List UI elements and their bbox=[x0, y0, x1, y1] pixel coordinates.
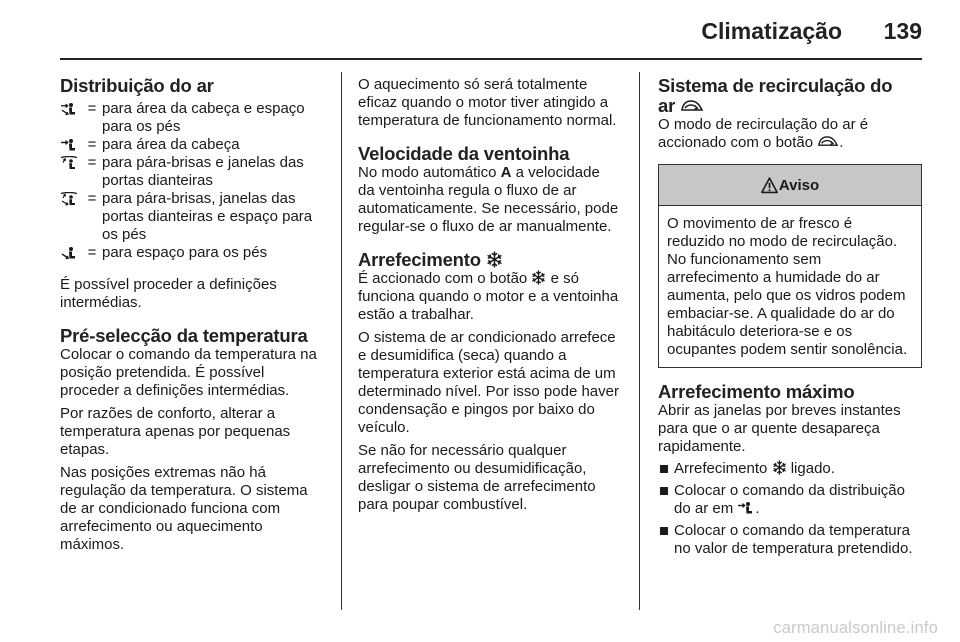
equals-sign: = bbox=[87, 244, 97, 261]
warning-body bbox=[659, 206, 921, 367]
column-middle bbox=[358, 76, 620, 514]
head-icon bbox=[60, 136, 82, 154]
snowflake-icon bbox=[531, 270, 546, 285]
list-item: Colocar o comando da distribuição do ar em . bbox=[658, 482, 922, 518]
definition-row bbox=[60, 100, 326, 136]
section-heading-cooling: Arrefecimento bbox=[358, 250, 620, 270]
definition-row bbox=[60, 154, 326, 190]
snowflake-icon bbox=[772, 460, 787, 475]
windscreen-feet-icon bbox=[60, 190, 82, 208]
column-left bbox=[60, 76, 326, 554]
paragraph: Colocar o comando da temperatura na posição pretendida. É possível proceder a definições intermédias. bbox=[60, 346, 317, 399]
bullet-marker bbox=[658, 460, 674, 478]
equals-sign: = bbox=[87, 136, 97, 153]
section-heading-temperature: Pré-selecção da temperatura bbox=[60, 325, 308, 346]
head-icon bbox=[737, 501, 755, 515]
paragraph: Se não for necessário qualquer arrefecimento ou desumidificação, desligar o sistema de arrefecimento para poupar combustível. bbox=[358, 442, 596, 513]
paragraph-fan: No modo automático A a velocidade da ventoinha regula o fluxo de ar automaticamente. Se necessário, pode regular-se o fluxo de ar manualmente. bbox=[358, 164, 619, 235]
bullet-marker bbox=[658, 522, 674, 540]
definition-row bbox=[60, 136, 326, 154]
snowflake-icon bbox=[486, 251, 503, 268]
equals-sign: = bbox=[87, 154, 97, 171]
watermark: carmanualsonline.info bbox=[773, 619, 938, 637]
auto-mode-letter: A bbox=[500, 164, 512, 181]
definition-text: para área da cabeça bbox=[102, 136, 240, 153]
paragraph: O aquecimento só será totalmente eficaz quando o motor tiver atingido a temperatura de funcionamento normal. bbox=[358, 76, 617, 129]
equals-sign: = bbox=[87, 190, 97, 207]
warning-text: O movimento de ar fresco é reduzido no modo de recirculação. No funcionamento sem arrefecimento a humidade do ar aumenta, pelo que os vidros podem embaciar-se. A qualidade do ar do habitáculo deteriora-se e os ocupantes podem sentir sonolência. bbox=[667, 215, 908, 358]
section-heading-fan-speed: Velocidade da ventoinha bbox=[358, 143, 570, 164]
air-distribution-list bbox=[60, 100, 326, 262]
definition-text: para área da cabeça e espaço para os pés bbox=[102, 100, 305, 135]
list-item: Colocar o comando da temperatura no valor de temperatura pretendido. bbox=[658, 522, 922, 558]
section-heading-air-distribution: Distribuição do ar bbox=[60, 75, 214, 96]
header-rule bbox=[60, 58, 922, 60]
section-heading-max-cooling: Arrefecimento máximo bbox=[658, 381, 855, 402]
column-divider bbox=[639, 72, 640, 610]
feet-icon bbox=[60, 244, 82, 262]
definition-row bbox=[60, 190, 326, 244]
recirculation-icon bbox=[680, 98, 704, 114]
paragraph-recirculation: O modo de recirculação do ar é accionado com o botão . bbox=[658, 116, 869, 151]
page-number: 139 bbox=[883, 18, 922, 44]
page-title: Climatização bbox=[701, 18, 842, 44]
windscreen-side-icon bbox=[60, 154, 82, 172]
column-right bbox=[658, 76, 922, 558]
warning-header bbox=[659, 165, 921, 206]
definition-text: para espaço para os pés bbox=[102, 244, 268, 261]
paragraph: Abrir as janelas por breves instantes para que o ar quente desapareça rapidamente. bbox=[658, 402, 901, 455]
warning-box bbox=[658, 164, 922, 368]
paragraph-cooling: É accionado com o botão e só funciona quando o motor e a ventoinha estão a trabalhar. bbox=[358, 270, 619, 323]
definition-text: para pára-brisas e janelas das portas dianteiras bbox=[102, 154, 304, 189]
list-item: Arrefecimento ligado. bbox=[658, 460, 922, 478]
paragraph: É possível proceder a definições intermédias. bbox=[60, 276, 277, 311]
bullet-marker bbox=[658, 482, 674, 500]
column-divider bbox=[341, 72, 342, 610]
definition-row bbox=[60, 244, 326, 262]
section-heading-recirculation: Sistema de recirculação do ar bbox=[658, 75, 893, 116]
paragraph: Por razões de conforto, alterar a temperatura apenas por pequenas etapas. bbox=[60, 405, 291, 458]
equals-sign: = bbox=[87, 100, 97, 117]
paragraph: O sistema de ar condicionado arrefece e desumidifica (seca) quando a temperatura exterior está acima de um determinado nível. Por isso pode haver condensação e pingos por baixo do veículo. bbox=[358, 329, 619, 436]
recirculation-icon bbox=[817, 134, 839, 149]
page-header bbox=[0, 0, 960, 60]
head-and-feet-icon bbox=[60, 100, 82, 118]
warning-title: Aviso bbox=[778, 176, 820, 194]
bullet-list bbox=[658, 460, 922, 558]
warning-triangle-icon bbox=[761, 177, 778, 194]
paragraph: Nas posições extremas não há regulação da temperatura. O sistema de ar condicionado funciona com arrefecimento ou aquecimento máximos. bbox=[60, 464, 308, 553]
definition-text: para pára-brisas, janelas das portas dianteiras e espaço para os pés bbox=[102, 190, 313, 243]
